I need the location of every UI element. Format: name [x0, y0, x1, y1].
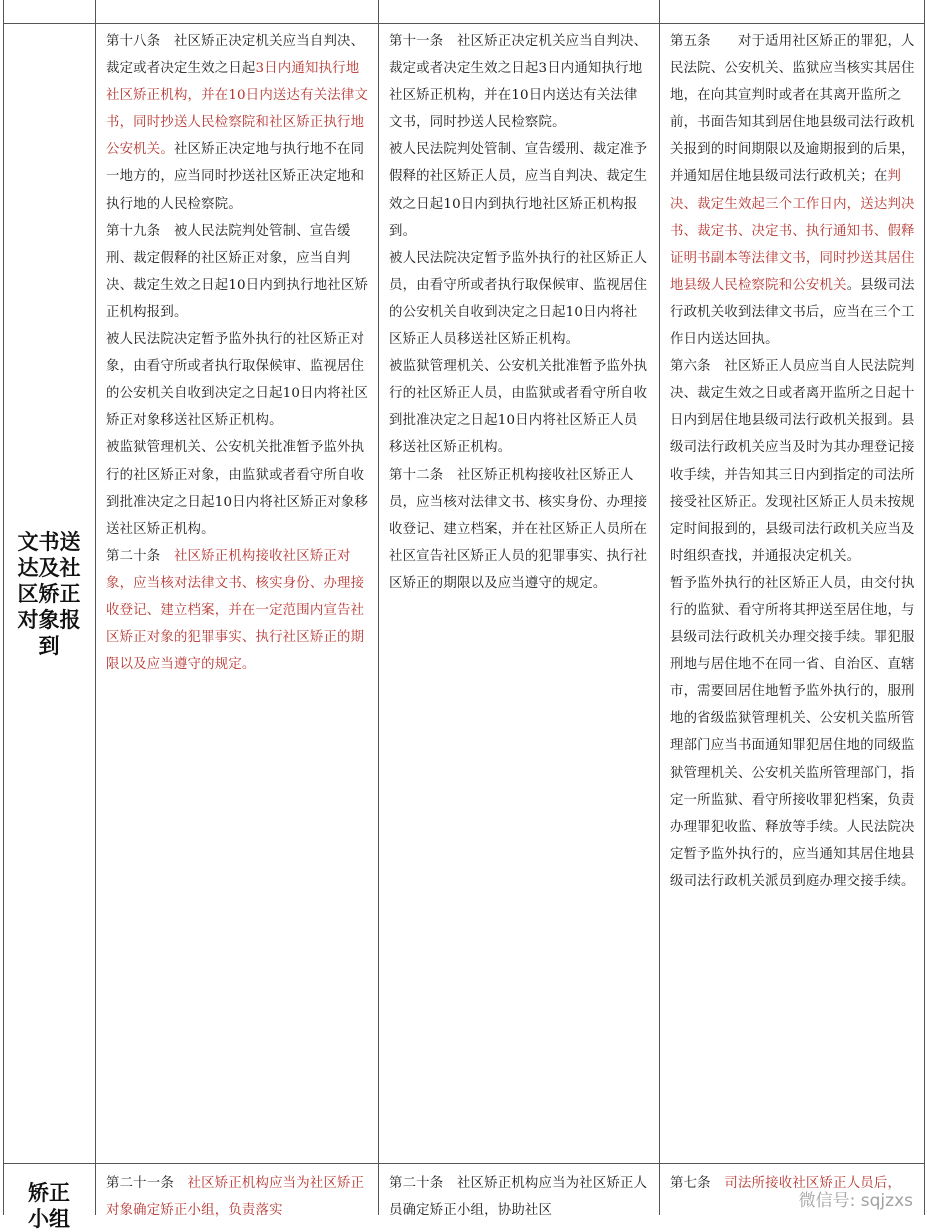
border-top-row — [3, 23, 925, 24]
paragraph — [106, 543, 370, 678]
paragraph — [106, 434, 370, 542]
paragraph — [389, 245, 651, 353]
highlighted-text: 判决、裁定生效起三个工作日内，送达判决书、裁定书、决定书、执行通知书、假释证明书副本等法律文书，同时抄送其居住地县级人民检察院和公安机关 — [670, 169, 915, 293]
body-text: 第五条 对于适用社区矫正的罪犯，人民法院、公安机关、监狱应当核实其居住地，在向其宣判时或者在其离开监所之前，书面告知其到居住地县级司法行政机关报到的时间期限以及逾期报到的后果，并通知居住地县级司法行政机关；在 — [670, 34, 915, 185]
border-row-divider — [3, 1163, 925, 1164]
paragraph — [106, 1170, 370, 1224]
body-text: 第六条 社区矫正人员应当自人民法院判决、裁定生效之日或者离开监所之日起十日内到居住地县级司法行政机关报到。县级司法行政机关应当及时为其办理登记接收手续，并告知其三日内到指定的司法所接受社区矫正。发现社区矫正人员未按规定时间报到的，县级司法行政机关应当及时组织查找，并通报决定机关。 — [670, 359, 915, 564]
body-text: 第十二条 社区矫正机构接收社区矫正人员，应当核对法律文书、核实身份、办理接收登记、建立档案，并在社区矫正人员所在社区宣告社区矫正人员的犯罪事实、执行社区矫正的期限以及应当遵守的规定。 — [389, 467, 648, 591]
paragraph — [389, 28, 651, 136]
highlighted-text: 司法所接收社区矫正人员后， — [724, 1176, 902, 1191]
paragraph — [670, 28, 915, 353]
body-text: 被人民法院判处管制、宣告缓刑、裁定准予假释的社区矫正人员，应当自判决、裁定生效之日起10日内到执行地社区矫正机构报到。 — [389, 142, 648, 239]
body-text: 第二十一条 — [106, 1176, 188, 1191]
row-header-document-delivery: 文书送达及社区矫正对象报到 — [17, 529, 81, 658]
border-col3 — [659, 0, 660, 1215]
body-text: 第十八条 社区矫正决定机关应当自判决、裁定或者决定生效之日起 — [106, 34, 365, 77]
wechat-watermark: 微信号: sqjzxs — [798, 1191, 913, 1211]
paragraph — [389, 462, 651, 597]
body-text: 第二十条 社区矫正机构应当为社区矫正人员确定矫正小组，协助社区 — [389, 1176, 648, 1219]
body-text: 被监狱管理机关、公安机关批准暂予监外执行的社区矫正人员，由监狱或者看守所自收到批准决定之日起10日内将社区矫正人员移送社区矫正机构。 — [389, 359, 648, 456]
paragraph — [389, 353, 651, 461]
row1-col2-cell — [389, 28, 651, 597]
paragraph — [106, 28, 370, 218]
highlighted-text: 社区矫正机构应当为社区矫正对象确定矫正小组，负责落实 — [106, 1176, 365, 1219]
body-text: 第二十条 — [106, 548, 174, 564]
border-col2 — [378, 0, 379, 1215]
body-text: 被人民法院决定暂予监外执行的社区矫正对象，由看守所或者执行取保候审、监视居住的公安机关自收到决定之日起10日内将社区矫正对象移送社区矫正机构。 — [106, 332, 369, 429]
row-header-correction-group: 矫正小组 — [28, 1181, 70, 1231]
body-text: 被监狱管理机关、公安机关批准暂予监外执行的社区矫正对象，由监狱或者看守所自收到批准决定之日起10日内将社区矫正对象移送社区矫正机构。 — [106, 440, 369, 537]
body-text: 。县级司法行政机关收到法律文书后，应当在三个工作日内送达回执。 — [670, 277, 915, 348]
border-col1 — [95, 0, 96, 1215]
paragraph — [389, 1170, 651, 1224]
row1-col3-cell — [670, 28, 915, 895]
row2-col1-cell — [106, 1170, 370, 1224]
paragraph — [670, 353, 915, 570]
paragraph — [106, 218, 370, 326]
body-text: 社区矫正决定地与执行地不在同一地方的，应当同时抄送社区矫正决定地和执行地的人民检察院。 — [106, 142, 365, 212]
highlighted-text: 3日内通知执行地社区矫正机构，并在10日内送达有关法律文书，同时抄送人民检察院和社区矫正执行地公安机关。 — [106, 61, 369, 158]
paragraph — [106, 326, 370, 434]
row1-col1-cell — [106, 28, 370, 678]
border-right — [924, 0, 925, 1215]
paragraph — [389, 136, 651, 244]
highlighted-text: 社区矫正机构接收社区矫正对象，应当核对法律文书、核实身份、办理接收登记、建立档案，并在一定范围内宣告社区矫正对象的犯罪事实、执行社区矫正的期限以及应当遵守的规定。 — [106, 548, 365, 673]
body-text: 第七条 — [670, 1176, 725, 1191]
paragraph — [670, 570, 915, 895]
body-text: 第十九条 被人民法院判处管制、宣告缓刑、裁定假释的社区矫正对象，应当自判决、裁定生效之日起10日内到执行地社区矫正机构报到。 — [106, 223, 369, 320]
body-text: 第十一条 社区矫正决定机关应当自判决、裁定或者决定生效之日起3日内通知执行地社区矫正机构，并在10日内送达有关法律文书，同时抄送人民检察院。 — [389, 34, 648, 131]
body-text: 暂予监外执行的社区矫正人员，由交付执行的监狱、看守所将其押送至居住地，与县级司法行政机关办理交接手续。罪犯服刑地与居住地不在同一省、自治区、直辖市，需要回居住地暂予监外执行的，服刑地的省级监狱管理机关、公安机关监所管理部门应当书面通知罪犯居住地的同级监狱管理机关、公安机关监所管理部门，指定一所监狱、看守所接收罪犯档案，负责办理罪犯收监、释放等手续。人民法院决定暂予监外执行的，应当通知其居住地县级司法行政机关派员到庭办理交接手续。 — [670, 575, 915, 889]
body-text: 被人民法院决定暂予监外执行的社区矫正人员，由看守所或者执行取保候审、监视居住的公安机关自收到决定之日起10日内将社区矫正人员移送社区矫正机构。 — [389, 250, 648, 348]
row2-col2-cell — [389, 1170, 651, 1224]
